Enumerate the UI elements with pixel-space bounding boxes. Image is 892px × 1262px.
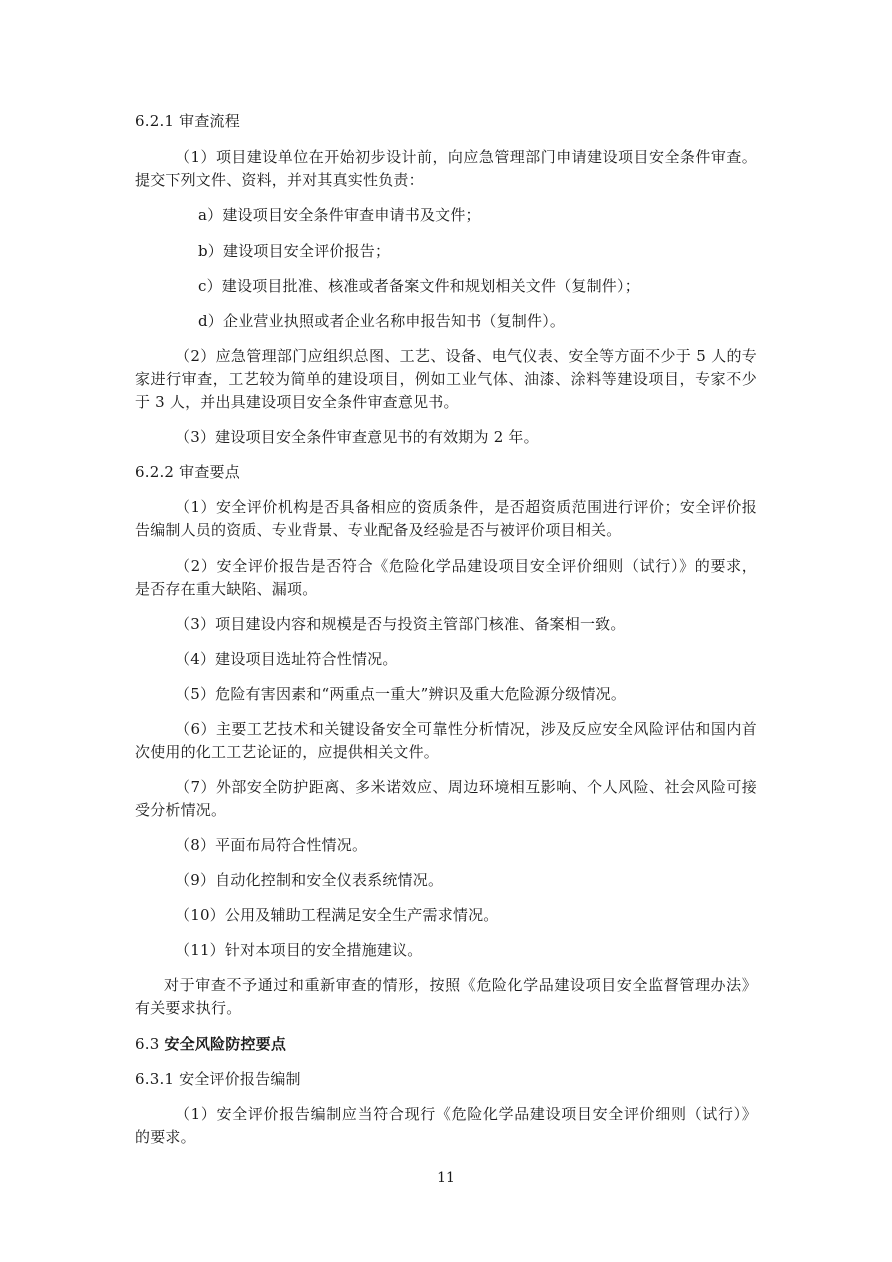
section-heading-6-2-2: 6.2.2 审查要点	[135, 463, 240, 481]
paragraph-line: （10）公用及辅助工程满足安全生产需求情况。	[175, 906, 499, 924]
paragraph-line: 次使用的化工工艺论证的，应提供相关文件。	[135, 743, 440, 761]
paragraph-line: （2）安全评价报告是否符合《危险化学品建设项目安全评价细则（试行）》的要求，	[175, 557, 757, 575]
paragraph-line: （3）建设项目安全条件审查意见书的有效期为 2 年。	[175, 428, 539, 446]
paragraph-line: （2）应急管理部门应组织总图、工艺、设备、电气仪表、安全等方面不少于 5 人的专	[175, 347, 757, 365]
section-title: 安全风险防控要点	[164, 1035, 287, 1053]
paragraph-line: 提交下列文件、资料，并对其真实性负责：	[135, 171, 424, 189]
paragraph-line: 告编制人员的资质、专业背景、专业配备及经验是否与被评价项目相关。	[135, 521, 622, 539]
paragraph-line: 有关要求执行。	[135, 999, 242, 1017]
paragraph-line: 于 3 人，并出具建设项目安全条件审查意见书。	[135, 393, 459, 411]
paragraph-line: （5）危险有害因素和“两重点一重大”辨识及重大危险源分级情况。	[175, 685, 627, 703]
section-heading-6-3-1: 6.3.1 安全评价报告编制	[135, 1070, 301, 1088]
paragraph-line: （1）安全评价机构是否具备相应的资质条件，是否超资质范围进行评价；安全评价报	[175, 498, 757, 516]
paragraph-line: （9）自动化控制和安全仪表系统情况。	[175, 871, 444, 889]
paragraph-line: （1）项目建设单位在开始初步设计前，向应急管理部门申请建设项目安全条件审查。	[175, 148, 757, 166]
list-item: a）建设项目安全条件审查申请书及文件；	[198, 206, 481, 224]
paragraph-line: 受分析情况。	[135, 801, 227, 819]
section-number: 6.3	[135, 1035, 160, 1053]
paragraph-line: 是否存在重大缺陷、漏项。	[135, 580, 318, 598]
list-item: d）企业营业执照或者企业名称申报告知书（复制件）。	[198, 312, 566, 330]
paragraph-line: 对于审查不予通过和重新审查的情形，按照《危险化学品建设项目安全监督管理办法》	[164, 976, 757, 994]
page-number: 11	[437, 1170, 455, 1186]
section-heading-6-2-1: 6.2.1 审查流程	[135, 112, 240, 130]
paragraph-line: （6）主要工艺技术和关键设备安全可靠性分析情况，涉及反应安全风险评估和国内首	[175, 720, 757, 738]
list-item: c）建设项目批准、核准或者备案文件和规划相关文件（复制件）；	[198, 277, 640, 295]
list-item: b）建设项目安全评价报告；	[198, 242, 391, 260]
paragraph-line: 家进行审查，工艺较为简单的建设项目，例如工业气体、油漆、涂料等建设项目，专家不少	[135, 370, 757, 388]
paragraph-line: （4）建设项目选址符合性情况。	[175, 650, 398, 668]
section-heading-6-3	[135, 1034, 286, 1054]
paragraph-line: （3）项目建设内容和规模是否与投资主管部门核准、备案相一致。	[175, 615, 626, 633]
paragraph-line: （1）安全评价报告编制应当符合现行《危险化学品建设项目安全评价细则（试行）》	[175, 1105, 757, 1123]
paragraph-line: 的要求。	[135, 1128, 196, 1146]
paragraph-line: （11）针对本项目的安全措施建议。	[175, 941, 423, 959]
paragraph-line: （7）外部安全防护距离、多米诺效应、周边环境相互影响、个人风险、社会风险可接	[175, 778, 757, 796]
paragraph-line: （8）平面布局符合性情况。	[175, 836, 368, 854]
